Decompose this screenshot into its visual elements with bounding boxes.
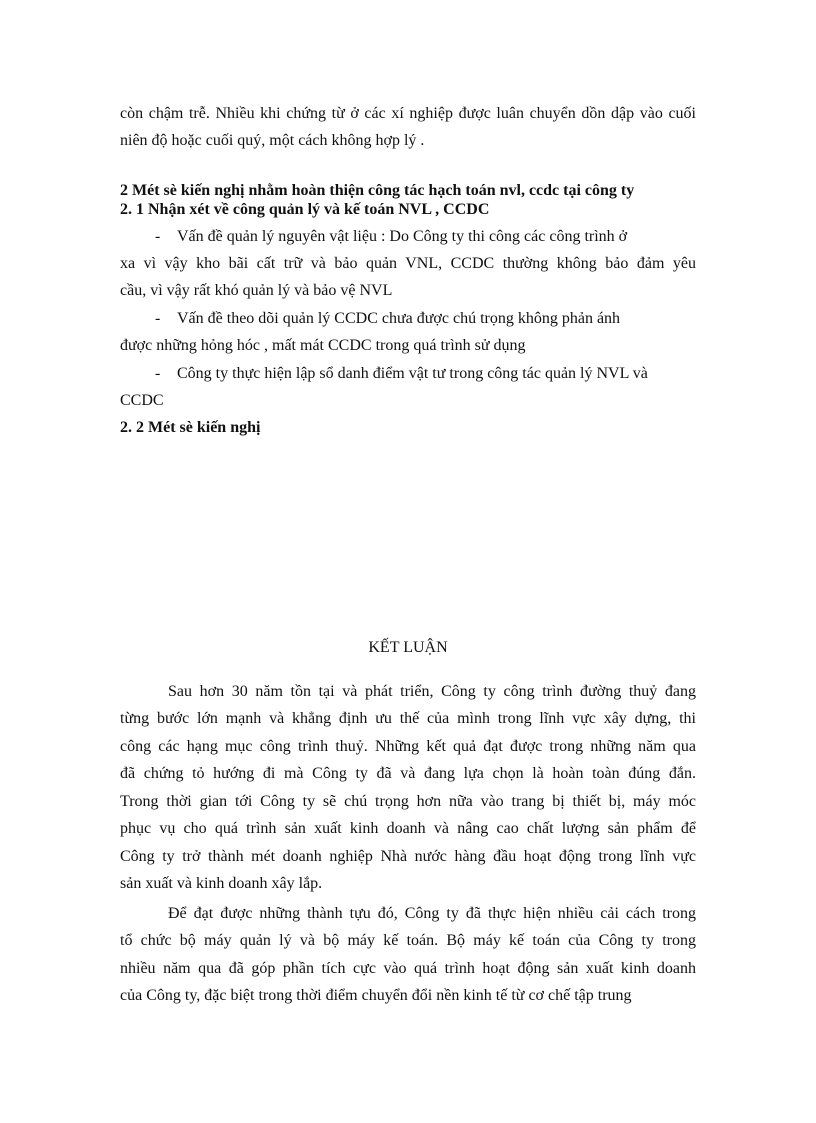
bullet-3-dash: - bbox=[155, 365, 161, 382]
section-2-heading: 2 Mét sè kiến nghị nhằm hoàn thiện công tác hạch toán nvl, ccdc tại công ty bbox=[120, 182, 635, 199]
intro-line-2: niên độ hoặc cuối quý, một cách không hợp lý . bbox=[120, 132, 425, 149]
bullet-1-line-1: Vấn đề quản lý nguyên vật liệu : Do Công ty thi công các công trình ở bbox=[177, 228, 628, 245]
conclusion-para-2-line-1: Để đạt được những thành tựu đó, Công ty đã thực hiện nhiều cải cách trong bbox=[168, 905, 696, 922]
conclusion-para-2-line-2: tổ chức bộ máy quản lý và bộ máy kế toán. Bộ máy kế toán của Công ty trong bbox=[120, 932, 696, 949]
conclusion-para-1-line-6: phục vụ cho quá trình sản xuất kinh doanh và nâng cao chất lượng sản phẩm để bbox=[120, 820, 696, 837]
bullet-2-dash: - bbox=[155, 310, 161, 327]
conclusion-para-2-line-3: nhiều năm qua đã góp phần tích cực vào quá trình hoạt động sản xuất kinh doanh bbox=[120, 960, 696, 977]
conclusion-para-1-line-8: sản xuất và kinh doanh xây lắp. bbox=[120, 875, 323, 892]
bullet-2-line-2: được những hỏng hóc , mất mát CCDC trong quá trình sử dụng bbox=[120, 337, 526, 354]
conclusion-para-1-line-5: Trong thời gian tới Công ty sẽ chú trọng hơn nữa vào trang bị thiết bị, máy móc bbox=[120, 793, 696, 810]
conclusion-para-1-line-4: đã chứng tỏ hướng đi mà Công ty đã và đang lựa chọn là hoàn toàn đúng đắn. bbox=[120, 765, 696, 782]
section-2-2-heading: 2. 2 Mét sè kiến nghị bbox=[120, 419, 261, 436]
bullet-2-line-1: Vấn đề theo dõi quản lý CCDC chưa được chú trọng không phản ánh bbox=[177, 310, 621, 327]
bullet-1-line-2: xa vì vậy kho bãi cất trữ và bảo quản VNL, CCDC thường không bảo đảm yêu bbox=[120, 255, 696, 272]
bullet-1-line-3: cầu, vì vậy rất khó quản lý và bảo vệ NVL bbox=[120, 282, 393, 299]
conclusion-para-1-line-7: Công ty trở thành mét doanh nghiệp Nhà nước hàng đầu hoạt động trong lĩnh vực bbox=[120, 848, 696, 865]
conclusion-para-1-line-3: công các hạng mục công trình thuỷ. Những kết quả đạt được trong những năm qua bbox=[120, 738, 696, 755]
intro-line-1: còn chậm trễ. Nhiều khi chứng từ ở các xí nghiệp được luân chuyển dồn dập vào cuối bbox=[120, 105, 696, 122]
conclusion-title: KẾT LUẬN bbox=[368, 639, 448, 656]
bullet-3-line-2: CCDC bbox=[120, 392, 164, 409]
conclusion-para-1-line-2: từng bước lớn mạnh và khẳng định ưu thế của mình trong lĩnh vực xây dựng, thi bbox=[120, 710, 696, 727]
conclusion-para-1-line-1: Sau hơn 30 năm tồn tại và phát triển, Công ty công trình đường thuỷ đang bbox=[168, 683, 696, 700]
conclusion-para-2-line-4: của Công ty, đặc biệt trong thời điểm chuyển đổi nền kinh tế từ cơ chế tập trung bbox=[120, 987, 632, 1004]
section-2-1-heading: 2. 1 Nhận xét về công quản lý và kế toán NVL , CCDC bbox=[120, 201, 490, 218]
bullet-3-line-1: Công ty thực hiện lập sổ danh điểm vật tư trong công tác quản lý NVL và bbox=[177, 365, 648, 382]
bullet-1-dash: - bbox=[155, 228, 161, 245]
